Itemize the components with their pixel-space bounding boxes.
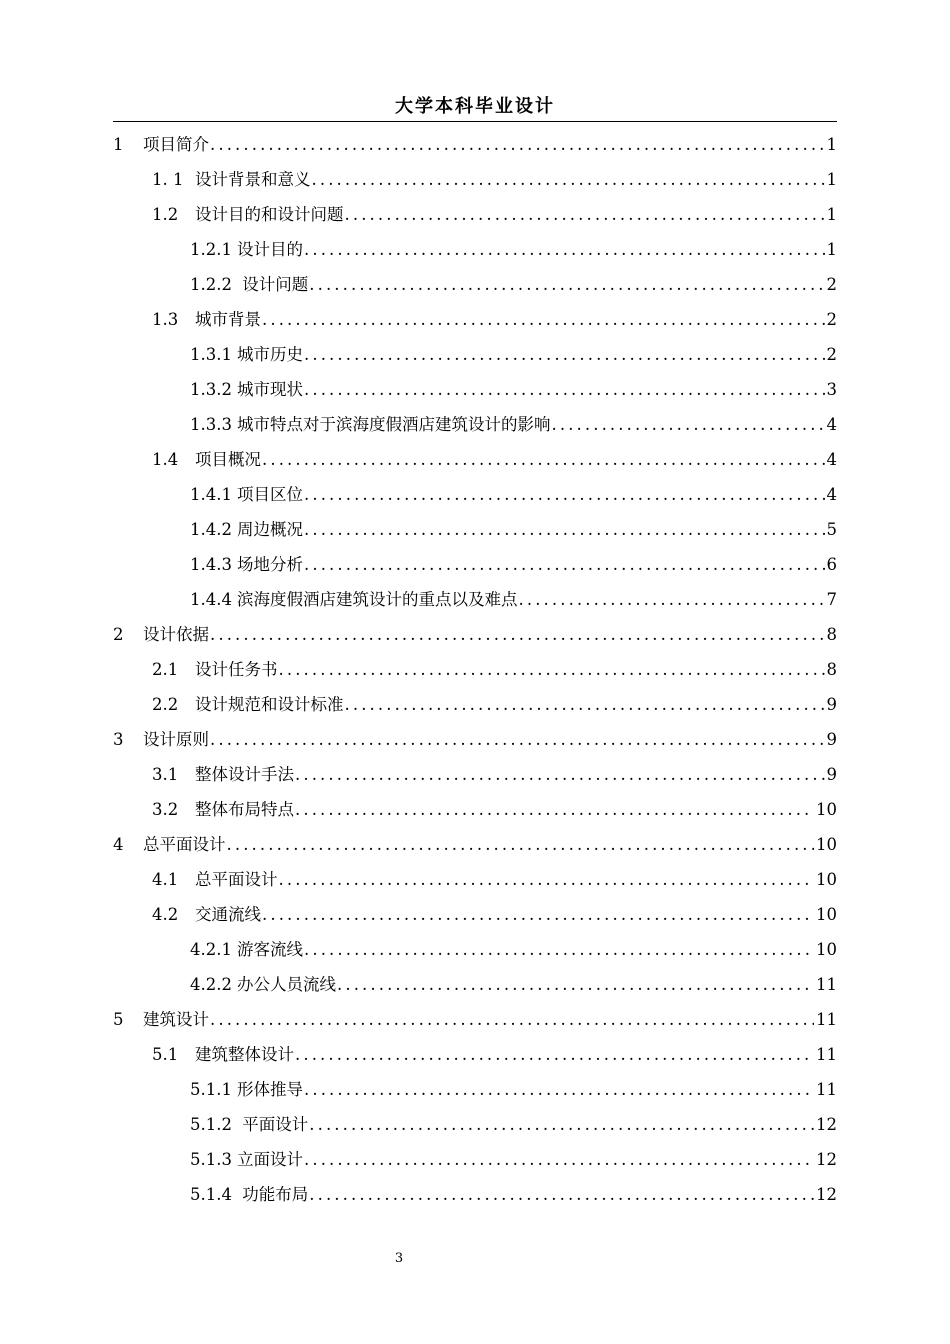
toc-entry[interactable]	[190, 553, 837, 577]
toc-entry-title: 城市现状	[237, 380, 303, 399]
toc-dot-leader	[312, 168, 825, 192]
toc-entry-page: 12	[816, 1115, 837, 1134]
toc-dot-leader	[552, 413, 825, 437]
toc-entry-page: 8	[826, 660, 837, 679]
toc-entry-number: 1.4.2	[190, 520, 232, 539]
toc-entry-title: 项目简介	[143, 135, 209, 154]
toc-entry-page: 11	[816, 1045, 837, 1064]
toc-entry-number: 3.2	[152, 800, 179, 819]
toc-entry-number: 1.2	[152, 205, 179, 224]
toc-entry-title: 场地分析	[237, 555, 303, 574]
toc-entry-number: 5.1.3	[190, 1150, 232, 1169]
toc-entry[interactable]	[152, 798, 837, 822]
toc-dot-leader	[345, 203, 825, 227]
toc-entry-page: 3	[826, 380, 837, 399]
toc-dot-leader	[304, 938, 814, 962]
toc-entry-page: 9	[826, 695, 837, 714]
toc-entry-title: 立面设计	[237, 1150, 303, 1169]
toc-dot-leader	[295, 763, 825, 787]
toc-entry-number: 2.1	[152, 660, 179, 679]
toc-entry-title: 游客流线	[237, 940, 303, 959]
toc-entry-number: 1	[113, 135, 124, 154]
toc-entry[interactable]	[152, 168, 837, 192]
toc-dot-leader	[519, 588, 825, 612]
toc-entry-page: 10	[816, 870, 837, 889]
toc-entry-page: 9	[826, 730, 837, 749]
toc-entry-page: 4	[826, 415, 837, 434]
toc-entry[interactable]	[152, 868, 837, 892]
toc-entry[interactable]	[190, 1078, 837, 1102]
toc-dot-leader	[304, 343, 825, 367]
toc-entry-number: 3	[113, 730, 124, 749]
toc-dot-leader	[295, 798, 814, 822]
toc-entry-page: 12	[816, 1185, 837, 1204]
toc-entry-page: 1	[826, 135, 837, 154]
toc-entry-title: 周边概况	[237, 520, 303, 539]
toc-entry-title: 滨海度假酒店建筑设计的重点以及难点	[237, 590, 518, 609]
toc-entry-title: 整体设计手法	[195, 765, 294, 784]
toc-entry[interactable]	[113, 1008, 837, 1032]
toc-entry-page: 2	[826, 275, 837, 294]
toc-entry-title: 设计任务书	[195, 660, 278, 679]
toc-dot-leader	[227, 833, 815, 857]
toc-entry[interactable]	[190, 378, 837, 402]
toc-entry[interactable]	[152, 203, 837, 227]
toc-entry-page: 8	[826, 625, 837, 644]
toc-entry-number: 1.3.1	[190, 345, 232, 364]
toc-entry-page: 10	[816, 800, 837, 819]
toc-entry-number: 4.2	[152, 905, 179, 924]
toc-entry-title: 设计依据	[143, 625, 209, 644]
toc-entry-page: 10	[816, 835, 837, 854]
toc-entry[interactable]	[190, 518, 837, 542]
toc-entry-page: 2	[826, 310, 837, 329]
toc-dot-leader	[337, 973, 814, 997]
toc-entry[interactable]	[152, 308, 837, 332]
toc-entry-title: 总平面设计	[195, 870, 278, 889]
toc-dot-leader	[304, 238, 825, 262]
toc-entry-title: 设计目的和设计问题	[195, 205, 344, 224]
toc-entry-page: 11	[816, 1010, 837, 1029]
toc-entry-number: 2	[113, 625, 124, 644]
toc-entry-number: 1.3	[152, 310, 179, 329]
toc-dot-leader	[304, 553, 825, 577]
header-divider	[113, 121, 837, 122]
toc-entry[interactable]	[152, 903, 837, 927]
toc-entry-title: 设计规范和设计标准	[195, 695, 344, 714]
toc-entry-number: 3.1	[152, 765, 179, 784]
toc-entry-title: 项目概况	[195, 450, 261, 469]
toc-entry-title: 设计问题	[237, 275, 309, 294]
toc-entry-number: 1.4	[152, 450, 179, 469]
toc-entry[interactable]	[190, 238, 837, 262]
toc-entry-number: 4.1	[152, 870, 179, 889]
toc-entry[interactable]	[152, 693, 837, 717]
toc-entry-page: 6	[826, 555, 837, 574]
toc-dot-leader	[304, 518, 825, 542]
toc-entry-title: 办公人员流线	[237, 975, 336, 994]
toc-entry-number: 1.4.1	[190, 485, 232, 504]
toc-entry-title: 城市特点对于滨海度假酒店建筑设计的影响	[237, 415, 551, 434]
toc-entry-page: 2	[826, 345, 837, 364]
toc-entry-title: 建筑整体设计	[195, 1045, 294, 1064]
toc-entry-title: 整体布局特点	[195, 800, 294, 819]
toc-entry-number: 4	[113, 835, 124, 854]
toc-dot-leader	[262, 448, 825, 472]
toc-dot-leader	[304, 1148, 814, 1172]
toc-entry-number: 1.2.2	[190, 275, 232, 294]
toc-entry-title: 设计原则	[143, 730, 209, 749]
toc-entry[interactable]	[190, 1183, 837, 1207]
toc-entry[interactable]	[152, 658, 837, 682]
toc-entry-number: 1.2.1	[190, 240, 232, 259]
toc-entry-title: 交通流线	[195, 905, 261, 924]
toc-entry-page: 10	[816, 905, 837, 924]
toc-entry[interactable]	[152, 1043, 837, 1067]
toc-dot-leader	[309, 1183, 814, 1207]
toc-entry[interactable]	[190, 1113, 837, 1137]
toc-entry-number: 1.3.2	[190, 380, 232, 399]
toc-entry-title: 形体推导	[237, 1080, 303, 1099]
toc-entry-number: 4.2.1	[190, 940, 232, 959]
toc-entry-title: 城市背景	[195, 310, 261, 329]
toc-entry-page: 10	[816, 940, 837, 959]
toc-entry-page: 1	[826, 170, 837, 189]
toc-entry-page: 4	[826, 485, 837, 504]
toc-entry-page: 1	[826, 240, 837, 259]
toc-entry[interactable]	[190, 413, 837, 437]
toc-dot-leader	[309, 273, 824, 297]
toc-entry-title: 项目区位	[237, 485, 303, 504]
toc-entry-number: 1.4.3	[190, 555, 232, 574]
toc-entry-number: 5.1.1	[190, 1080, 232, 1099]
toc-dot-leader	[345, 693, 825, 717]
toc-dot-leader	[210, 133, 825, 157]
toc-dot-leader	[262, 308, 825, 332]
toc-entry[interactable]	[152, 763, 837, 787]
toc-dot-leader	[210, 728, 825, 752]
toc-dot-leader	[309, 1113, 814, 1137]
toc-dot-leader	[279, 658, 825, 682]
toc-dot-leader	[279, 868, 815, 892]
toc-entry-title: 平面设计	[237, 1115, 309, 1134]
toc-entry-number: 1.3.3	[190, 415, 232, 434]
toc-entry[interactable]	[190, 938, 837, 962]
toc-entry-page: 11	[816, 975, 837, 994]
toc-entry-page: 9	[826, 765, 837, 784]
toc-entry-page: 1	[826, 205, 837, 224]
toc-entry[interactable]	[190, 483, 837, 507]
toc-entry-title: 设计目的	[237, 240, 303, 259]
toc-entry-number: 1. 1	[152, 170, 184, 189]
toc-entry[interactable]	[113, 623, 837, 647]
toc-entry-number: 5.1	[152, 1045, 179, 1064]
toc-entry-title: 城市历史	[237, 345, 303, 364]
toc-entry-number: 5.1.2	[190, 1115, 232, 1134]
toc-entry-title: 设计背景和意义	[195, 170, 311, 189]
toc-dot-leader	[295, 1043, 814, 1067]
toc-dot-leader	[210, 1008, 814, 1032]
toc-entry-page: 7	[826, 590, 837, 609]
toc-entry[interactable]	[190, 588, 837, 612]
toc-entry-page: 5	[826, 520, 837, 539]
toc-entry[interactable]	[190, 343, 837, 367]
toc-entry[interactable]	[113, 728, 837, 752]
toc-entry-page: 12	[816, 1150, 837, 1169]
toc-entry-number: 5.1.4	[190, 1185, 232, 1204]
toc-entry[interactable]	[113, 133, 837, 157]
toc-entry-number: 2.2	[152, 695, 179, 714]
toc-entry-title: 建筑设计	[143, 1010, 209, 1029]
toc-entry[interactable]	[152, 448, 837, 472]
running-header-title: 大学本科毕业设计	[395, 96, 555, 117]
toc-entry-number: 1.4.4	[190, 590, 232, 609]
toc-entry[interactable]	[113, 833, 837, 857]
toc-entry-title: 总平面设计	[143, 835, 226, 854]
toc-dot-leader	[304, 483, 825, 507]
toc-entry-page: 11	[816, 1080, 837, 1099]
toc-entry[interactable]	[190, 1148, 837, 1172]
toc-dot-leader	[210, 623, 825, 647]
toc-dot-leader	[262, 903, 814, 927]
toc-entry-title: 功能布局	[237, 1185, 309, 1204]
toc-entry-number: 5	[113, 1010, 124, 1029]
toc-entry[interactable]	[190, 973, 837, 997]
toc-entry[interactable]	[190, 273, 837, 297]
toc-entry-number: 4.2.2	[190, 975, 232, 994]
toc-dot-leader	[304, 378, 825, 402]
toc-entry-page: 4	[826, 450, 837, 469]
page-number: 3	[394, 1251, 404, 1266]
toc-dot-leader	[304, 1078, 814, 1102]
